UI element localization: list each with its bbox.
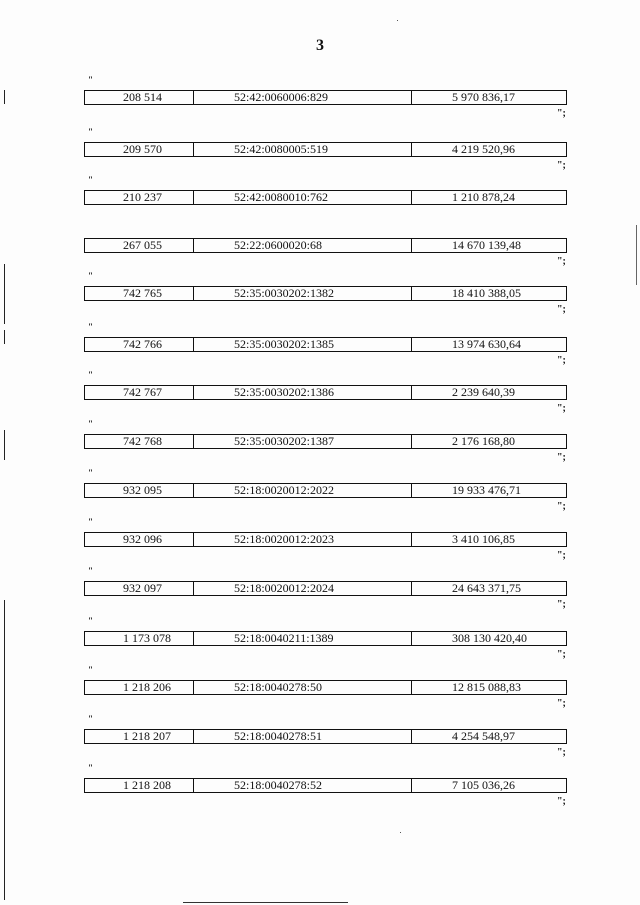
table-row <box>84 286 567 301</box>
table-row <box>84 142 567 157</box>
cadastral-number-cell: 52:18:0040278:52 <box>194 779 412 792</box>
scan-edge-right <box>636 225 637 285</box>
cadastral-number-cell: 52:42:0060006:829 <box>194 91 412 104</box>
table-row <box>84 483 567 498</box>
cadastral-number-cell: 52:42:0080010:762 <box>194 191 412 204</box>
table-row <box>84 631 567 646</box>
row-id-cell: 1 218 208 <box>85 779 194 792</box>
cadastral-number-cell: 52:18:0020012:2024 <box>194 582 412 595</box>
closing-quote-mark: "; <box>557 304 566 315</box>
cadastral-number-cell: 52:35:0030202:1386 <box>194 386 412 399</box>
closing-quote-mark: "; <box>557 649 566 660</box>
opening-quote-mark: " <box>88 665 93 675</box>
table-row <box>84 680 567 695</box>
cadastral-number-cell: 52:18:0040211:1389 <box>194 632 412 645</box>
opening-quote-mark: " <box>88 763 93 773</box>
cost-value-cell: 5 970 836,17 <box>452 90 515 104</box>
row-id-cell: 1 218 206 <box>85 681 194 694</box>
opening-quote-mark: " <box>88 517 93 527</box>
cost-value-cell: 24 643 371,75 <box>452 581 521 595</box>
cost-value-cell: 4 219 520,96 <box>452 142 515 156</box>
scan-edge-left <box>4 430 5 460</box>
cadastral-number-cell: 52:22:0600020:68 <box>194 239 412 252</box>
row-id-cell: 208 514 <box>85 91 194 104</box>
row-id-cell: 1 218 207 <box>85 730 194 743</box>
cost-value-cell: 7 105 036,26 <box>452 778 515 792</box>
scan-speck <box>400 832 401 833</box>
opening-quote-mark: " <box>88 370 93 380</box>
cost-value-cell: 1 210 878,24 <box>452 190 515 204</box>
closing-quote-mark: "; <box>557 747 566 758</box>
cost-value-cell: 2 239 640,39 <box>452 385 515 399</box>
cadastral-number-cell: 52:42:0080005:519 <box>194 143 412 156</box>
cost-value-cell: 12 815 088,83 <box>452 680 521 694</box>
row-id-cell: 267 055 <box>85 239 194 252</box>
closing-quote-mark: "; <box>557 796 566 807</box>
row-id-cell: 742 768 <box>85 435 194 448</box>
cadastral-number-cell: 52:18:0040278:50 <box>194 681 412 694</box>
cadastral-number-cell: 52:35:0030202:1382 <box>194 287 412 300</box>
scan-edge-left <box>4 264 5 324</box>
opening-quote-mark: " <box>88 127 93 137</box>
closing-quote-mark: "; <box>557 599 566 610</box>
cost-value-cell: 308 130 420,40 <box>452 631 527 645</box>
row-id-cell: 932 097 <box>85 582 194 595</box>
cadastral-number-cell: 52:18:0040278:51 <box>194 730 412 743</box>
cadastral-number-cell: 52:35:0030202:1385 <box>194 338 412 351</box>
table-row <box>84 238 567 253</box>
row-id-cell: 210 237 <box>85 191 194 204</box>
closing-quote-mark: "; <box>557 698 566 709</box>
opening-quote-mark: " <box>88 419 93 429</box>
closing-quote-mark: "; <box>557 501 566 512</box>
row-id-cell: 209 570 <box>85 143 194 156</box>
scan-edge-left <box>4 90 5 104</box>
row-id-cell: 742 767 <box>85 386 194 399</box>
table-row <box>84 434 567 449</box>
closing-quote-mark: "; <box>557 355 566 366</box>
cost-value-cell: 4 254 548,97 <box>452 729 515 743</box>
row-id-cell: 742 766 <box>85 338 194 351</box>
cost-value-cell: 3 410 106,85 <box>452 532 515 546</box>
opening-quote-mark: " <box>88 75 93 85</box>
scan-edge-left <box>4 330 5 344</box>
scan-edge-left <box>4 600 5 900</box>
closing-quote-mark: "; <box>557 160 566 171</box>
cadastral-number-cell: 52:18:0020012:2022 <box>194 484 412 497</box>
opening-quote-mark: " <box>88 468 93 478</box>
opening-quote-mark: " <box>88 616 93 626</box>
table-row <box>84 729 567 744</box>
row-id-cell: 932 095 <box>85 484 194 497</box>
closing-quote-mark: "; <box>557 403 566 414</box>
scan-speck <box>397 20 398 21</box>
cadastral-number-cell: 52:18:0020012:2023 <box>194 533 412 546</box>
table-row <box>84 337 567 352</box>
table-row <box>84 778 567 793</box>
cost-value-cell: 2 176 168,80 <box>452 434 515 448</box>
row-id-cell: 1 173 078 <box>85 632 194 645</box>
cost-value-cell: 18 410 388,05 <box>452 286 521 300</box>
cost-value-cell: 14 670 139,48 <box>452 238 521 252</box>
row-id-cell: 932 096 <box>85 533 194 546</box>
opening-quote-mark: " <box>88 175 93 185</box>
closing-quote-mark: "; <box>557 452 566 463</box>
table-row <box>84 385 567 400</box>
table-row <box>84 90 567 105</box>
opening-quote-mark: " <box>88 322 93 332</box>
closing-quote-mark: "; <box>557 108 566 119</box>
footer-rule <box>183 902 348 903</box>
opening-quote-mark: " <box>88 566 93 576</box>
row-id-cell: 742 765 <box>85 287 194 300</box>
table-row <box>84 190 567 205</box>
page-number: 3 <box>316 37 324 54</box>
closing-quote-mark: "; <box>557 256 566 267</box>
cost-value-cell: 13 974 630,64 <box>452 337 521 351</box>
closing-quote-mark: "; <box>557 550 566 561</box>
opening-quote-mark: " <box>88 271 93 281</box>
table-row <box>84 581 567 596</box>
opening-quote-mark: " <box>88 714 93 724</box>
cost-value-cell: 19 933 476,71 <box>452 483 521 497</box>
table-row <box>84 532 567 547</box>
cadastral-number-cell: 52:35:0030202:1387 <box>194 435 412 448</box>
